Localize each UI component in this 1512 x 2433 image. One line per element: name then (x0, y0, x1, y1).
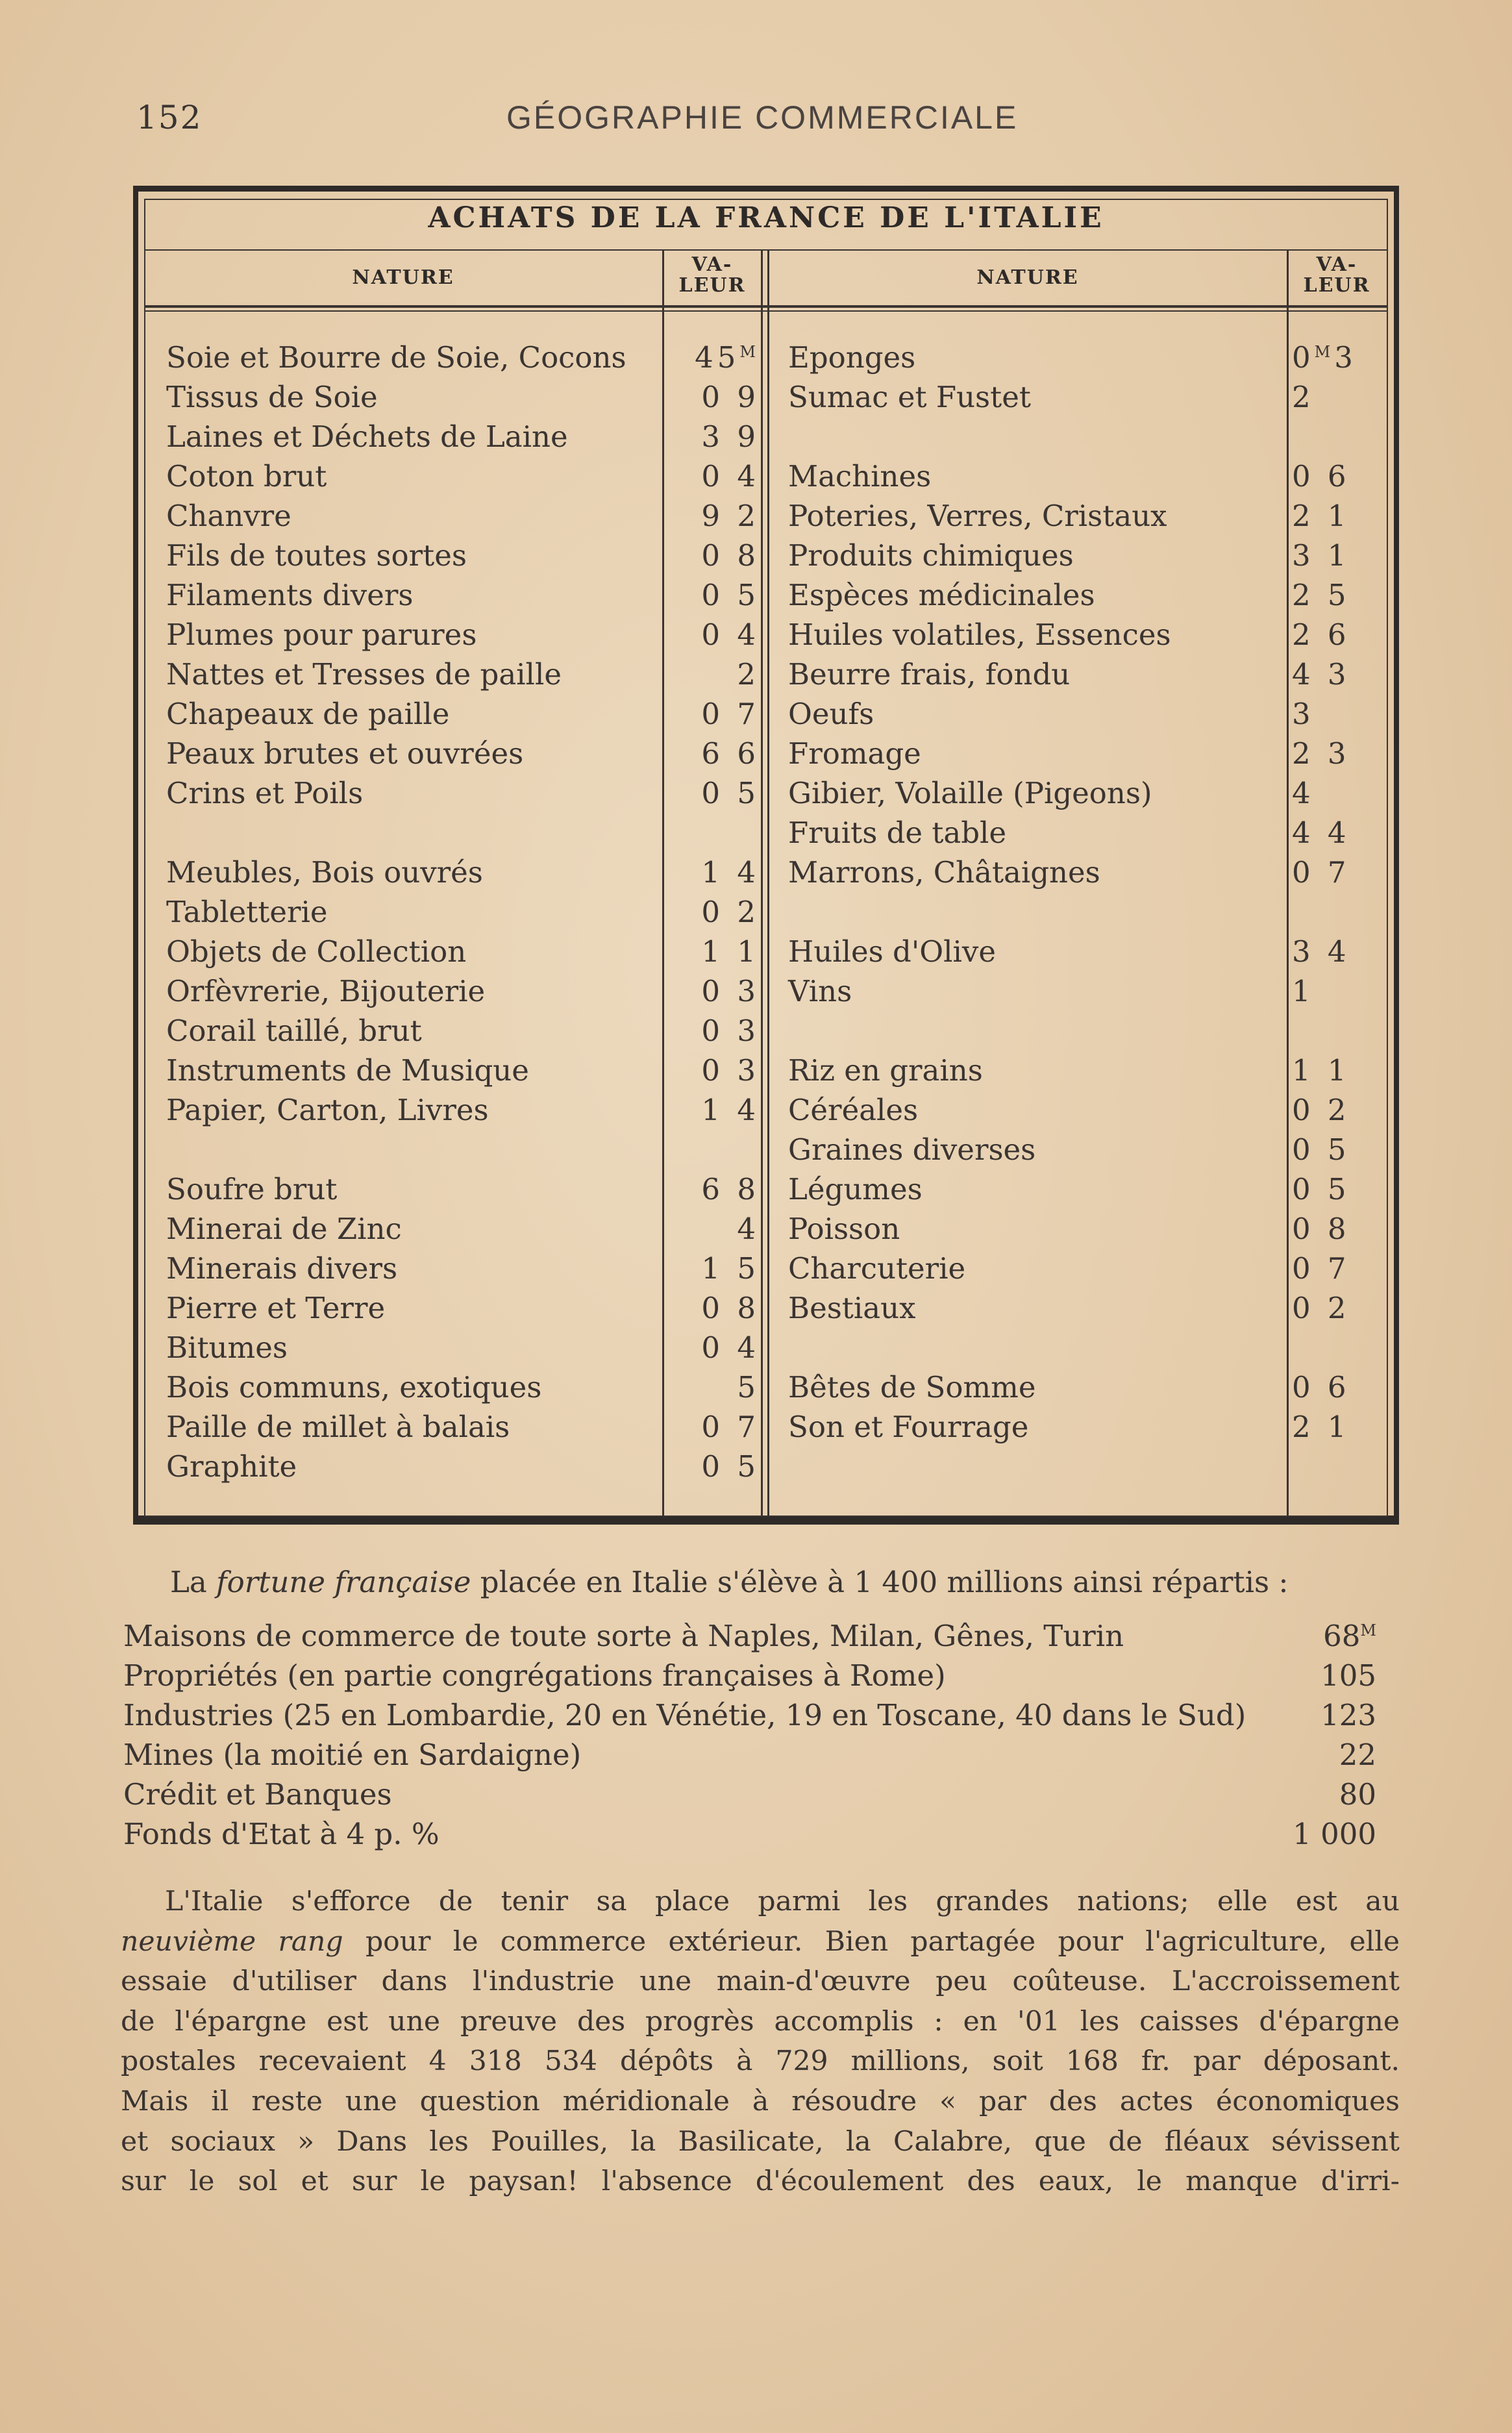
left-row-name: Tabletterie (166, 895, 328, 929)
column-divider (662, 251, 664, 1516)
right-row-name: Gibier, Volaille (Pigeons) (788, 776, 1152, 810)
investment-row (123, 1775, 1376, 1814)
paragraph-line: essaie d'utiliser dans l'industrie une main-d'œuvre peu coûteuse. L'accroissement (121, 1965, 1400, 1998)
header-value-line1: VA- (1316, 253, 1357, 276)
table-title: ACHATS DE LA FRANCE DE L'ITALIE (428, 201, 1104, 234)
intro-suffix: placée en Italie s'élève à 1 400 millions ainsi répartis : (471, 1565, 1289, 1599)
left-row-name: Minerais divers (166, 1251, 398, 1286)
left-row-name: Orfèvrerie, Bijouterie (166, 974, 486, 1008)
investment-number: 1 000 (1293, 1817, 1376, 1851)
right-row-value: 0 6 (1292, 1370, 1350, 1404)
left-row-name: Bois communs, exotiques (166, 1370, 542, 1404)
right-row-value (1292, 1447, 1383, 1486)
left-row-value (669, 813, 760, 853)
right-row-value: 4 3 (1292, 657, 1350, 692)
left-row-value: 3 9 (701, 419, 760, 454)
left-row-value: 2 (737, 657, 760, 692)
right-row-name: Bêtes de Somme (788, 1370, 1036, 1404)
left-row-name: Chanvre (166, 499, 291, 533)
value-number: 0 (1292, 340, 1315, 375)
left-row-name: Pierre et Terre (166, 1291, 386, 1325)
value-number: 45 (695, 340, 740, 375)
investment-number: 80 (1339, 1777, 1376, 1812)
left-row-name (166, 813, 660, 853)
right-row-value: 1 1 (1292, 1053, 1350, 1088)
investment-label: Maisons de commerce de toute sorte à Naples, Milan, Gênes, Turin (123, 1619, 1124, 1653)
right-row-name: Vins (788, 974, 852, 1008)
right-row-value (1292, 338, 1383, 377)
left-row-value: 0 3 (701, 974, 760, 1008)
paragraph-line-rest: pour le commerce extérieur. Bien partagée pour l'agriculture, elle (343, 1925, 1400, 1958)
left-row-name: Fils de toutes sortes (166, 538, 467, 573)
paragraph-line: L'Italie s'efforce de tenir sa place parmi les grandes nations; elle est au (165, 1886, 1400, 1917)
investment-label: Propriétés (en partie congrégations françaises à Rome) (123, 1658, 946, 1693)
left-row-value: 0 8 (701, 1291, 760, 1325)
right-row-name: Légumes (788, 1172, 923, 1206)
left-row-value: 6 6 (701, 736, 760, 771)
left-row-name: Corail taillé, brut (166, 1014, 422, 1048)
right-row-name: Fruits de table (788, 816, 1007, 850)
right-row-value: 0 7 (1292, 855, 1350, 890)
investment-row (123, 1736, 1376, 1775)
investment-row (123, 1617, 1376, 1656)
right-row-name (788, 892, 1282, 932)
right-row-name (788, 1011, 1282, 1051)
right-row-name: Huiles d'Olive (788, 934, 996, 969)
left-row-name: Graphite (166, 1449, 297, 1484)
paragraph-line (121, 1922, 1400, 1962)
left-row-value: 0 4 (701, 1330, 760, 1365)
left-row-name: Peaux brutes et ouvrées (166, 736, 524, 771)
right-row-name: Beurre frais, fondu (788, 657, 1071, 692)
paragraph-line: et sociaux » Dans les Pouilles, la Basilicate, la Calabre, que de fléaux sévissent (121, 2125, 1400, 2158)
left-row-name: Chapeaux de paille (166, 697, 450, 731)
right-row-value: 2 1 (1292, 499, 1350, 533)
value-tail: 3 (1334, 340, 1357, 375)
header-nature-right: NATURE (976, 266, 1079, 289)
header-nature-left: NATURE (352, 266, 454, 289)
right-row-name (788, 417, 1282, 456)
left-row-name: Nattes et Tresses de paille (166, 657, 562, 692)
left-row-value: 6 8 (701, 1172, 760, 1206)
right-row-value: 2 (1292, 380, 1315, 414)
left-row-value: 0 3 (701, 1014, 760, 1048)
header-value-line2: LEUR (1303, 274, 1370, 297)
left-row-value: 4 (737, 1212, 760, 1246)
right-row-name: Son et Fourrage (788, 1410, 1029, 1444)
right-row-name: Machines (788, 459, 932, 493)
right-row-value (1292, 892, 1383, 932)
investment-number: 105 (1320, 1658, 1376, 1693)
paragraph-line: postales recevaient 4 318 534 dépôts à 729 millions, soit 168 fr. par déposant. (121, 2045, 1400, 2078)
paragraph-line: de l'épargne est une preuve des progrès accomplis : en '01 les caisses d'épargne (121, 2005, 1400, 2038)
right-row-value: 0 2 (1292, 1291, 1350, 1325)
right-row-value: 3 1 (1292, 538, 1350, 573)
left-row-value: 0 5 (701, 776, 760, 810)
right-row-value: 2 5 (1292, 578, 1350, 612)
right-row-value (1292, 417, 1383, 456)
left-row-name: Coton brut (166, 459, 327, 493)
left-row-value (669, 338, 760, 377)
investment-value (1339, 1775, 1376, 1814)
right-row-name: Charcuterie (788, 1251, 966, 1286)
right-row-name: Produits chimiques (788, 538, 1074, 573)
right-row-value: 2 6 (1292, 618, 1350, 652)
right-row-name: Graines diverses (788, 1132, 1036, 1167)
right-row-value: 4 4 (1292, 816, 1350, 850)
investment-label: Industries (25 en Lombardie, 20 en Vénétie, 19 en Toscane, 40 dans le Sud) (123, 1698, 1246, 1732)
right-row-name: Huiles volatiles, Essences (788, 618, 1171, 652)
paragraph-line: Mais il reste une question méridionale à résoudre « par des actes économiques (121, 2085, 1400, 2117)
left-row-name: Soie et Bourre de Soie, Cocons (166, 340, 626, 375)
investment-value (1293, 1815, 1376, 1854)
left-row-value: 0 5 (701, 1449, 760, 1484)
investment-row (123, 1656, 1376, 1695)
left-row-name: Paille de millet à balais (166, 1410, 510, 1444)
right-row-name: Fromage (788, 736, 921, 771)
right-row-value: 3 4 (1292, 934, 1350, 969)
right-row-value: 4 (1292, 776, 1315, 810)
right-row-name: Sumac et Fustet (788, 380, 1031, 414)
right-row-value: 0 6 (1292, 459, 1350, 493)
left-row-value: 1 5 (701, 1251, 760, 1286)
right-row-name (788, 1447, 1282, 1486)
right-row-value: 2 3 (1292, 736, 1350, 771)
left-row-name: Crins et Poils (166, 776, 364, 810)
value-unit: M (739, 343, 760, 361)
right-row-name: Riz en grains (788, 1053, 983, 1088)
investment-label: Crédit et Banques (123, 1777, 392, 1812)
right-row-value: 0 7 (1292, 1251, 1350, 1286)
column-divider (761, 251, 763, 1516)
left-row-value: 0 4 (701, 459, 760, 493)
left-row-value: 0 7 (701, 1410, 760, 1444)
right-row-value: 0 5 (1292, 1172, 1350, 1206)
investment-number: 68 (1323, 1619, 1361, 1653)
page-number: 152 (136, 99, 203, 136)
left-row-value: 0 7 (701, 697, 760, 731)
investment-number: 123 (1320, 1698, 1376, 1732)
left-row-name (166, 1130, 660, 1169)
running-title: GÉOGRAPHIE COMMERCIALE (506, 99, 1019, 136)
left-row-value (669, 1130, 760, 1169)
left-row-name: Soufre brut (166, 1172, 338, 1206)
left-row-value: 1 4 (701, 1093, 760, 1127)
right-row-value (1292, 1011, 1383, 1051)
left-row-name: Papier, Carton, Livres (166, 1093, 489, 1127)
left-row-value: 9 2 (701, 499, 760, 533)
intro-italic: fortune française (216, 1565, 471, 1599)
investment-value (1339, 1736, 1376, 1775)
left-row-value: 1 1 (701, 934, 760, 969)
investment-number: 22 (1339, 1738, 1376, 1772)
left-row-name: Plumes pour parures (166, 618, 477, 652)
left-row-name: Objets de Collection (166, 934, 467, 969)
investment-row (123, 1696, 1376, 1735)
body-paragraph (121, 1882, 1400, 2202)
right-row-value: 0 2 (1292, 1093, 1350, 1127)
header-value-line2: LEUR (678, 274, 746, 297)
right-row-name: Bestiaux (788, 1291, 916, 1325)
column-divider (1287, 251, 1289, 1516)
investment-intro (170, 1565, 1289, 1599)
left-row-value: 0 2 (701, 895, 760, 929)
left-row-name: Meubles, Bois ouvrés (166, 855, 483, 890)
right-row-value: 3 (1292, 697, 1315, 731)
left-row-value: 1 4 (701, 855, 760, 890)
left-row-name: Bitumes (166, 1330, 288, 1365)
paragraph-line: sur le sol et sur le paysan! l'absence d'écoulement des eaux, le manque d'irri- (121, 2165, 1400, 2198)
paragraph-italic: neuvième rang (121, 1925, 343, 1958)
investment-row (123, 1815, 1376, 1854)
right-row-name: Céréales (788, 1093, 919, 1127)
header-value-right (1288, 255, 1385, 296)
right-row-name: Marrons, Châtaignes (788, 855, 1100, 890)
intro-prefix: La (170, 1565, 217, 1599)
left-row-value: 0 9 (701, 380, 760, 414)
left-row-value: 5 (737, 1370, 760, 1404)
left-row-name: Instruments de Musique (166, 1053, 529, 1088)
left-row-value: 0 8 (701, 538, 760, 573)
investment-label: Fonds d'Etat à 4 p. % (123, 1817, 440, 1851)
left-row-name: Laines et Déchets de Laine (166, 419, 568, 454)
left-row-name: Filaments divers (166, 578, 414, 612)
left-row-value: 0 4 (701, 618, 760, 652)
left-row-name: Tissus de Soie (166, 380, 378, 414)
investment-value (1320, 1696, 1376, 1735)
right-row-value: 1 (1292, 974, 1315, 1008)
left-row-value: 0 5 (701, 578, 760, 612)
right-row-value: 0 5 (1292, 1132, 1350, 1167)
right-row-value: 0 8 (1292, 1212, 1350, 1246)
investment-value (1320, 1656, 1376, 1695)
header-rule (145, 249, 1387, 251)
investment-unit: M (1360, 1621, 1376, 1640)
investment-label: Mines (la moitié en Sardaigne) (123, 1738, 582, 1772)
header-value-left (663, 255, 761, 296)
right-row-name: Eponges (788, 340, 916, 375)
right-row-name: Oeufs (788, 697, 874, 731)
left-row-value: 0 3 (701, 1053, 760, 1088)
right-row-value (1292, 1328, 1383, 1367)
right-row-name: Poisson (788, 1212, 900, 1246)
value-unit: M (1314, 343, 1335, 361)
right-row-name: Espèces médicinales (788, 578, 1095, 612)
header-value-line1: VA- (691, 253, 733, 276)
left-row-name: Minerai de Zinc (166, 1212, 402, 1246)
column-divider (767, 251, 769, 1516)
right-row-name: Poteries, Verres, Cristaux (788, 499, 1167, 533)
header-rule (145, 305, 1387, 308)
right-row-name (788, 1328, 1282, 1367)
investment-value (1323, 1617, 1376, 1656)
header-rule (145, 310, 1387, 312)
right-row-value: 2 1 (1292, 1410, 1350, 1444)
